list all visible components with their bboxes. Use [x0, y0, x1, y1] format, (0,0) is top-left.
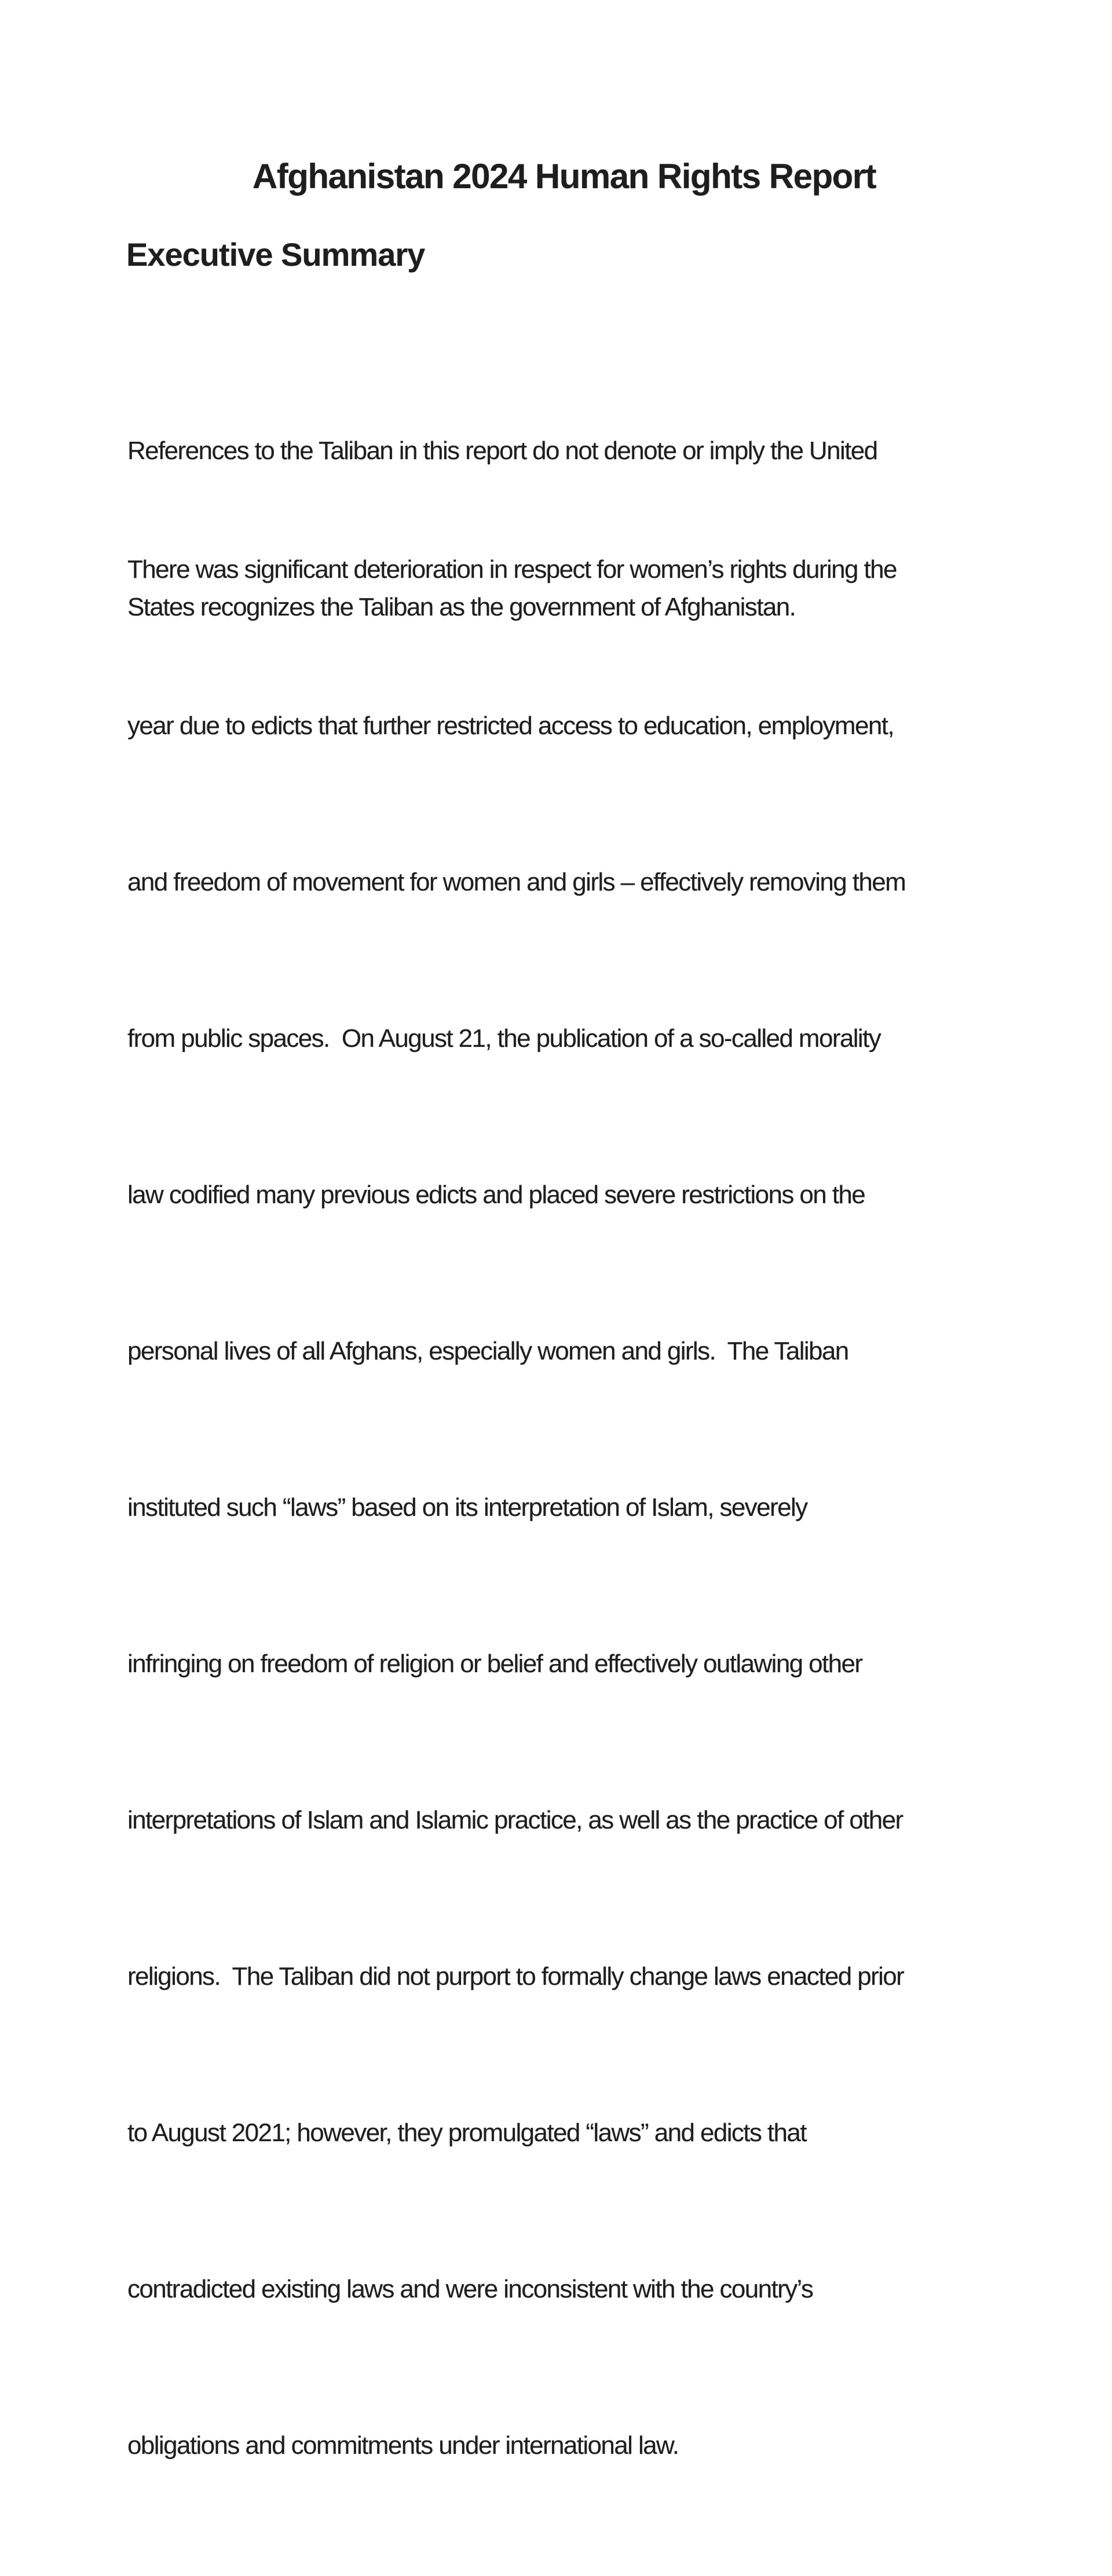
body-line: instituted such “laws” based on its interpretation of Islam, severely [127, 1493, 807, 1522]
body-line: year due to edicts that further restricted access to education, employment, [127, 712, 894, 740]
body-line: religions. The Taliban did not purport to formally change laws enacted prior [127, 1962, 904, 1991]
body-line: States recognizes the Taliban as the government of Afghanistan. [127, 593, 796, 621]
body-line: obligations and commitments under international law. [127, 2431, 679, 2460]
report-title: Afghanistan 2024 Human Rights Report [252, 157, 876, 196]
body-line: law codified many previous edicts and placed severe restrictions on the [127, 1181, 865, 1209]
body-line: and freedom of movement for women and girls – effectively removing them [127, 868, 906, 896]
body-line: There was significant deterioration in respect for women’s rights during the [127, 555, 897, 584]
section-heading-executive-summary: Executive Summary [126, 236, 425, 273]
body-line: contradicted existing laws and were inconsistent with the country’s [127, 2275, 813, 2303]
body-line: infringing on freedom of religion or belief and effectively outlawing other [127, 1650, 862, 1678]
paragraph-womens-rights-deterioration [127, 439, 905, 2576]
body-line: to August 2021; however, they promulgated “laws” and edicts that [127, 2119, 806, 2147]
body-line: personal lives of all Afghans, especially women and girls. The Taliban [127, 1337, 848, 1365]
body-line: from public spaces. On August 21, the publication of a so-called morality [127, 1024, 881, 1053]
body-line: References to the Taliban in this report do not denote or imply the United [127, 437, 877, 465]
body-line: interpretations of Islam and Islamic practice, as well as the practice of other [127, 1806, 903, 1834]
